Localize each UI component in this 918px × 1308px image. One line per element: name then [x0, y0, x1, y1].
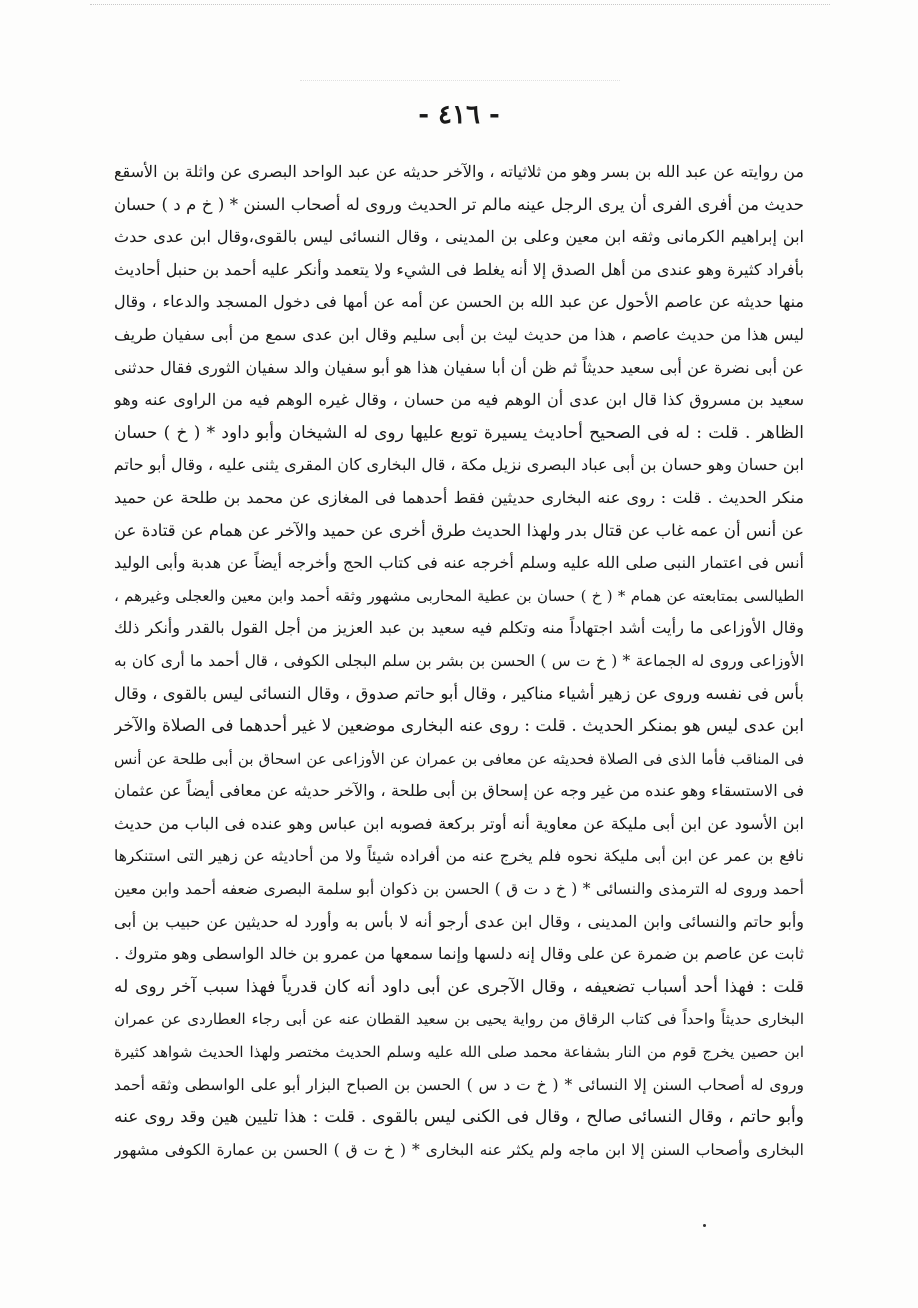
text-line: أنس فى اعتمار النبى صلى الله عليه وسلم أخرجه عنه فى كتاب الحج وأخرجه أيضاً عن هدبة وأبى الوليد [114, 553, 804, 573]
text-line: أحمد وروى له الترمذى والنسائى * ( خ د ت ق ) الحسن بن ذكوان أبو سلمة البصرى ضعفه أحمد وابن معين [114, 880, 804, 899]
text-line: ثابت عن عاصم بن ضمرة عن على وقال إنه دلسها وإنما سمعها من عمرو بن خالد الواسطى وهو متروك . [114, 944, 804, 964]
text-line: ابن عدى ليس هو بمنكر الحديث . قلت : روى عنه البخارى موضعين لا غير أحدهما فى الصلاة والآخر [114, 716, 804, 737]
text-line: سعيد بن مسروق كذا قال ابن عدى أن الوهم فيه من حسان ، وقال غيره الوهم فيه من الراوى عنه وهو [114, 390, 804, 410]
text-line: حديث من أفرى الفرى أن يرى الرجل عينه مالم تر الحديث وروى له أصحاب السنن * ( خ م د ) حسان [114, 194, 804, 214]
text-line: ليس هذا من حديث عاصم ، هذا من حديث ليث بن أبى سليم وقال ابن عدى سمع من أبى سفيان طريف [114, 324, 804, 344]
text-line: وأبو حاتم والنسائى وابن المدينى ، وقال ابن عدى أرجو أنه لا بأس به وأورد له حديثين عن حبيب بن أبى [114, 911, 804, 931]
text-line: بأفراد كثيرة وهو عندى من أهل الصدق إلا أنه يغلط فى الشيء ولا يتعمد وأنكر عليه أحمد بن حنبل أحاديث [114, 259, 804, 279]
text-line: البخارى وأصحاب السنن إلا ابن ماجه ولم يكثر عنه البخارى * ( خ ت ق ) الحسن بن عمارة الكوفى مشهور [114, 1140, 804, 1159]
text-line: بأس فى نفسه وروى عن زهير أشياء مناكير ، وقال أبو حاتم صدوق ، وقال النسائى ليس بالقوى ، وقال [114, 683, 804, 703]
text-line: قلت : فهذا أحد أسباب تضعيفه ، وقال الآجرى عن أبى داود أنه كان قدرياً فهذا سبب آخر روى له [114, 976, 804, 997]
page-number: - ٤١٦ - [418, 100, 500, 130]
text-line: من روايته عن عبد الله بن بسر وهو من ثلاثياته ، والآخر حديثه عن عبد الواحد البصرى عن واثلة بن الأسقع [114, 162, 804, 181]
top-edge-rule [90, 4, 830, 6]
text-line: الطيالسى بمتابعته عن همام * ( خ ) حسان بن عطية المحاربى مشهور وثقه أحمد وابن معين والعجلى وغيرهم ، [114, 586, 804, 605]
body-text [114, 156, 804, 1166]
text-line: البخارى حديثاً واحداً فى كتاب الرقاق من رواية يحيى بن سعيد القطان عنه عن أبى رجاء العطاردى عن عمران [114, 1010, 804, 1029]
text-line: الأوزاعى وروى له الجماعة * ( خ ت س ) الحسن بن بشر بن سلم البجلى الكوفى ، قال أحمد ما أرى كان به [114, 651, 804, 670]
text-line: فى المناقب فأما الذى فى الصلاة فحديثه عن معافى بن عمران عن الأوزاعى عن اسحاق بن أبى طلحة عن أنس [114, 749, 804, 768]
text-line: عن أبى نضرة عن أبى سعيد حديثاً ثم ظن أن أبا سفيان هذا هو أبو سفيان والد سفيان الثورى فقال حدثنى [114, 357, 804, 377]
text-line: وأبو حاتم ، وقال النسائى صالح ، وقال فى الكنى ليس بالقوى . قلت : هذا تليين هين وقد روى عنه [114, 1107, 804, 1128]
text-line: الظاهر . قلت : له فى الصحيح أحاديث يسيرة توبع عليها روى له الشيخان وأبو داود * ( خ ) حسان [114, 422, 804, 443]
text-line: ابن حسان وهو حسان بن أبى عباد البصرى نزيل مكة ، قال البخارى كان المقرى يثنى عليه ، وقال أبو حاتم [114, 455, 804, 475]
text-line: ابن حصين يخرج قوم من النار بشفاعة محمد صلى الله عليه وسلم الحديث مختصر ولهذا الحديث شواهد كثيرة [114, 1043, 804, 1062]
text-line: نافع بن عمر عن ابن أبى مليكة نحوه فلم يخرج عنه من أفراده شيئاً ولا من أحاديثه عن زهير التى استنكرها [114, 847, 804, 866]
text-line: ابن الأسود عن ابن أبى مليكة عن معاوية أنه أوتر بركعة فصوبه ابن عباس وهو عنده فى الباب من حديث [114, 813, 804, 833]
header-faint-rule [300, 80, 620, 82]
text-line: وروى له أصحاب السنن إلا النسائى * ( خ ت د س ) الحسن بن الصباح البزار أبو على الواسطى وثقه أحمد [114, 1075, 804, 1094]
text-line: منكر الحديث . قلت : روى عنه البخارى حديثين فقط أحدهما فى المغازى عن محمد بن طلحة عن حميد [114, 487, 804, 507]
text-line: وقال الأوزاعى ما رأيت أشد اجتهاداً منه وتكلم فيه سعيد بن عبد العزيز من أجل القول بالقدر وأنكر ذلك [114, 618, 804, 638]
text-line: فى الاستسقاء وهو عنده من غير وجه عن إسحاق بن أبى طلحة ، والآخر حديثه عن معافى أيضاً عن عثمان [114, 781, 804, 801]
text-line: منها حديثه عن عاصم الأحول عن عبد الله بن الحسن عن أمه عن أمها فى دخول المسجد والدعاء ، وقال [114, 292, 804, 312]
text-line: عن أنس أن عمه غاب عن قتال بدر ولهذا الحديث طرق أخرى عن حميد والآخر عن همام عن قتادة عن [114, 520, 804, 540]
text-line: ابن إبراهيم الكرمانى وثقه ابن معين وعلى بن المدينى ، وقال النسائى ليس بالقوى،وقال ابن عدى حدث [114, 227, 804, 247]
ink-speck [703, 1224, 706, 1227]
